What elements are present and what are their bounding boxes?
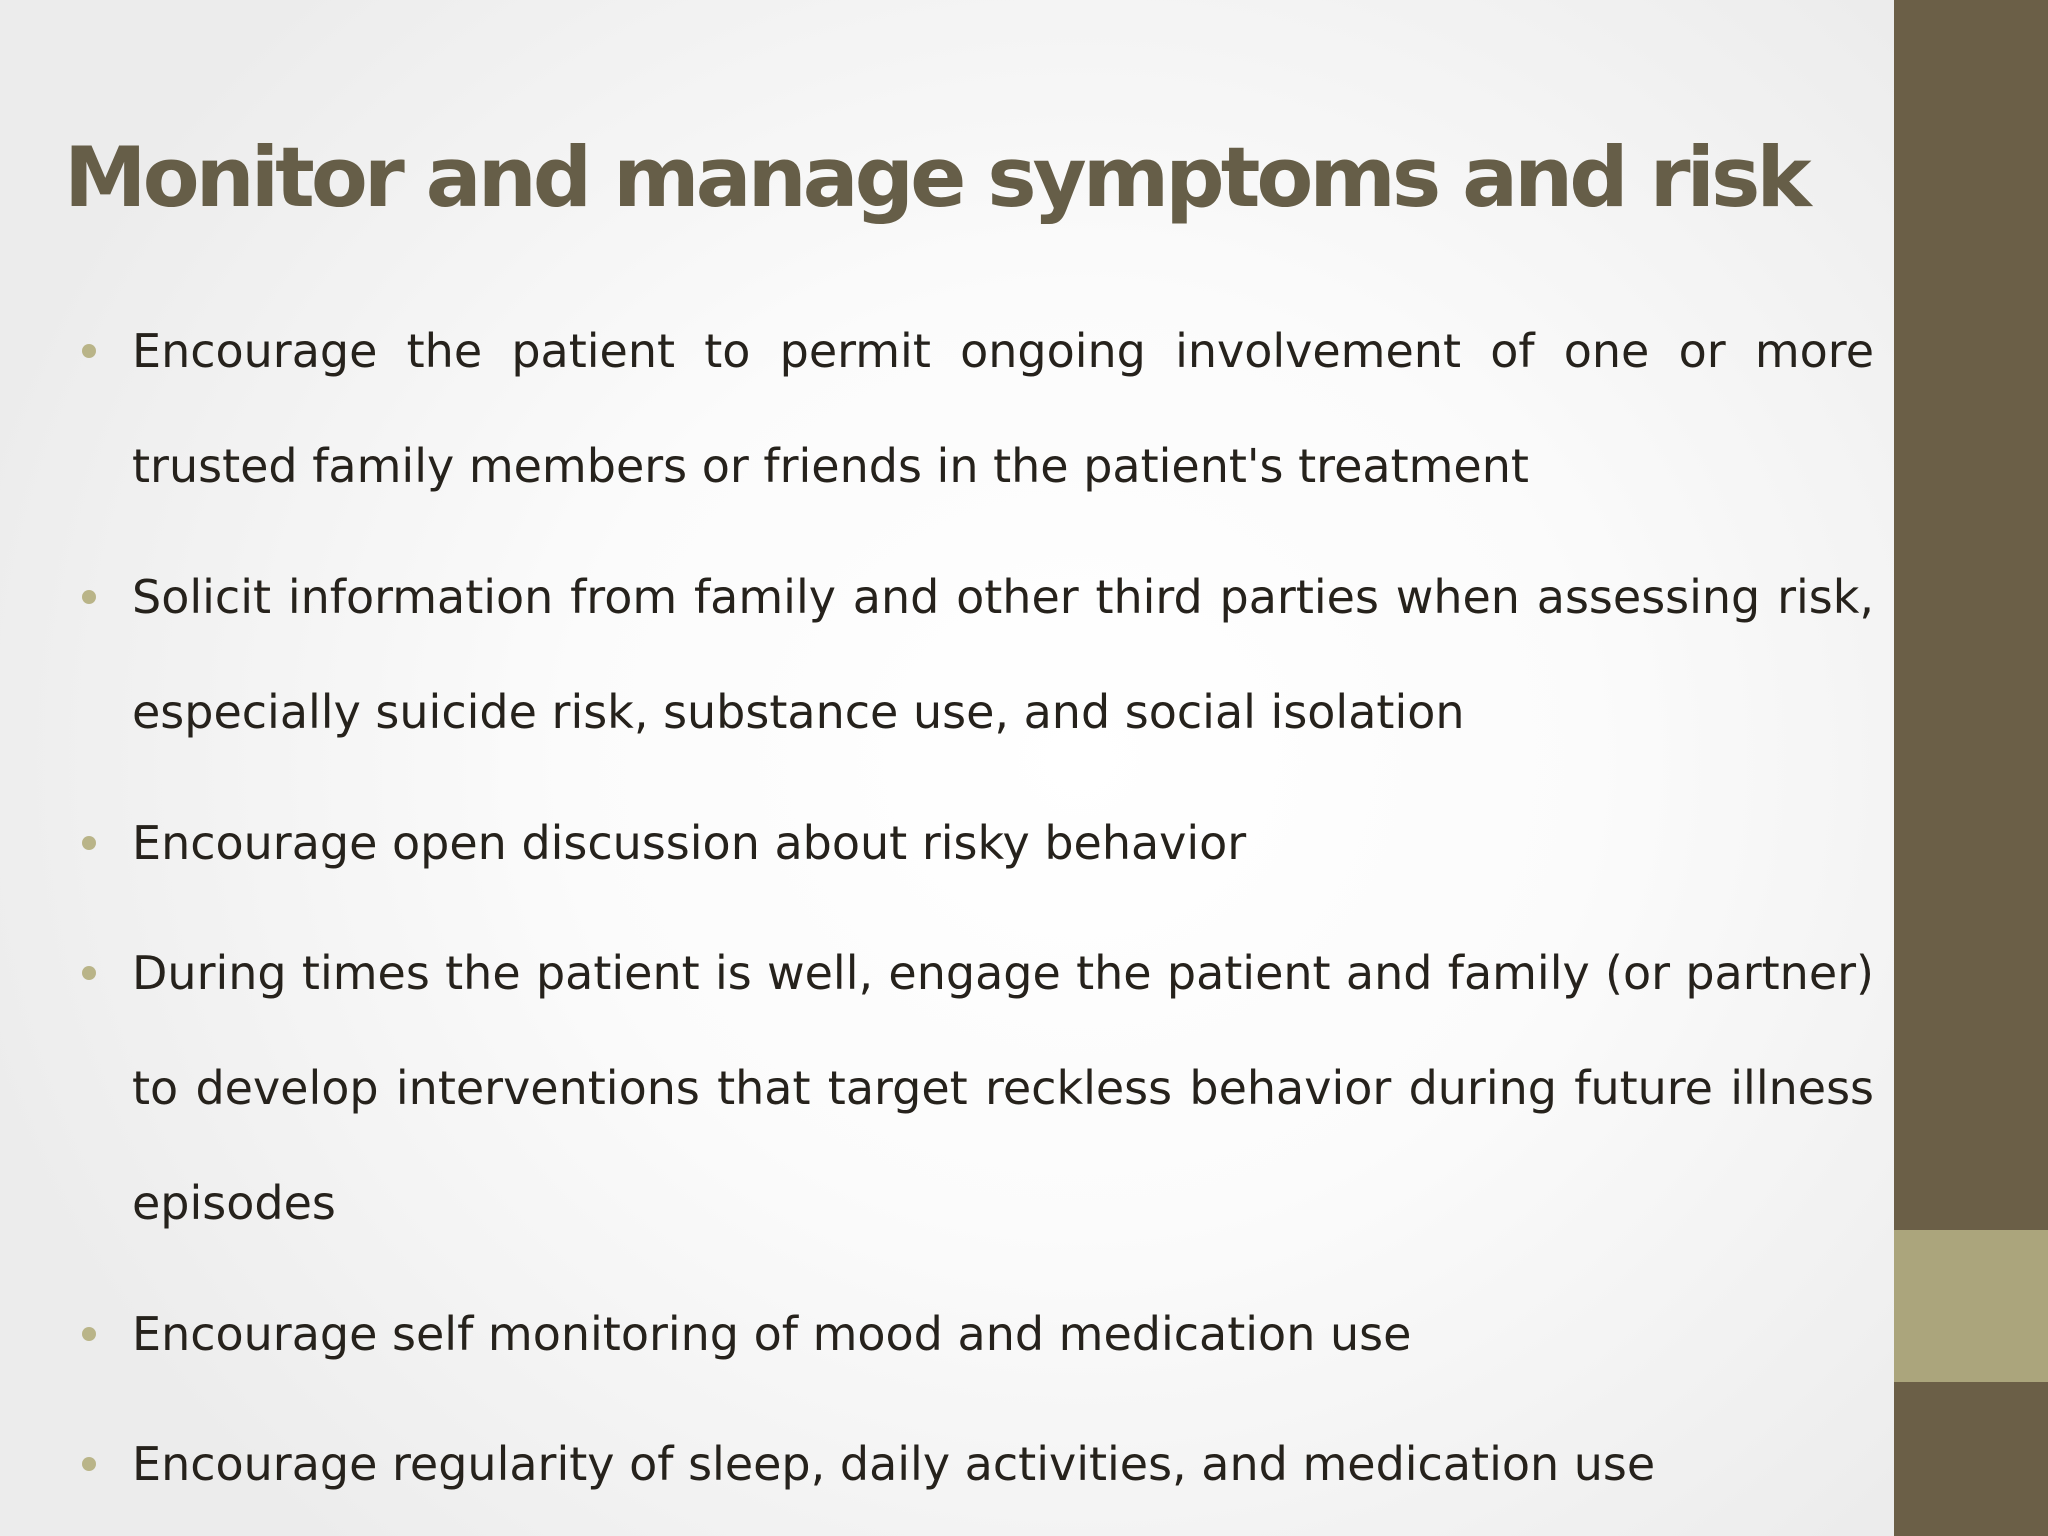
bullet-item	[132, 786, 1874, 901]
bullet-text: Encourage regularity of sleep, daily activities, and medication use	[132, 1437, 1656, 1491]
bullet-text: Encourage open discussion about risky behavior	[132, 816, 1247, 870]
bullet-text: Solicit information from family and other third parties when assessing risk, especially suicide risk, substance use, and social isolation	[132, 570, 1874, 739]
bullet-dot-icon	[82, 966, 96, 980]
bullet-text: Encourage self monitoring of mood and medication use	[132, 1307, 1412, 1361]
bullet-item	[132, 540, 1874, 770]
bullet-dot-icon	[82, 590, 96, 604]
bullet-dot-icon	[82, 836, 96, 850]
bullet-text: During times the patient is well, engage the patient and family (or partner) to develop interventions that target reckless behavior during future illness episodes	[132, 946, 1874, 1230]
bullet-item	[132, 916, 1874, 1261]
bullet-text: Encourage the patient to permit ongoing involvement of one or more trusted family members or friends in the patient's treatment	[132, 324, 1874, 493]
bullet-dot-icon	[82, 344, 96, 358]
side-bar-accent	[1894, 1230, 2048, 1382]
bullet-dot-icon	[82, 1327, 96, 1341]
slide-title: Monitor and manage symptoms and risk	[64, 129, 1808, 226]
bullet-item	[132, 294, 1874, 524]
bullet-item	[132, 1407, 1874, 1522]
bullet-dot-icon	[82, 1457, 96, 1471]
bullet-item	[132, 1277, 1874, 1392]
